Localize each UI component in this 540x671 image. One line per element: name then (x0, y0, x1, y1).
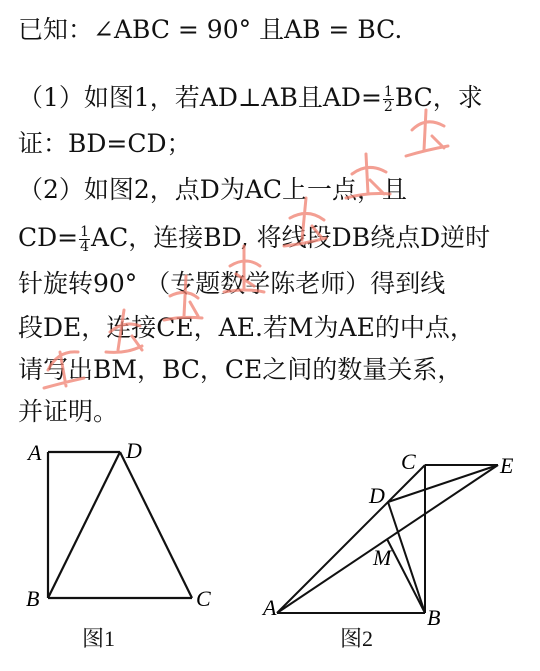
fraction-denominator: 4 (80, 239, 90, 255)
point-label-B: B (26, 586, 40, 610)
point-label-D: D (369, 483, 385, 508)
point-label-A: A (28, 440, 42, 465)
part2-text-a: CD= (18, 223, 79, 252)
given-line: 已知：∠ABC = 90° 且AB = BC. (18, 15, 403, 44)
figure-1 (20, 440, 230, 610)
part2-text-b: AC，连接BD, 将线段DB绕点D逆时 (91, 223, 491, 252)
fraction-numerator: 1 (80, 224, 90, 240)
point-label-M: M (373, 545, 392, 570)
fraction-one-quarter (79, 225, 90, 254)
segment-DC (120, 452, 192, 598)
part2-line6: 并证明。 (18, 397, 119, 426)
fraction-one-half (383, 85, 394, 114)
part2-line1: （2）如图2，点D为AC上一点，且 (18, 175, 408, 204)
figure-1-caption: 图1 (82, 626, 116, 651)
figure-2 (255, 445, 540, 635)
point-label-B: B (427, 605, 441, 630)
segment-AC (277, 465, 425, 613)
part2-line3: 针旋转90° （专题数学陈老师）得到线 (18, 269, 446, 298)
part1-text-a: （1）如图1，若AD⊥AB且AD= (18, 83, 382, 112)
part1-text-b: BC，求 (394, 83, 483, 112)
part2-line2 (18, 222, 490, 254)
fraction-denominator: 2 (383, 99, 393, 115)
part1-line1 (18, 82, 483, 114)
point-label-E: E (500, 453, 514, 478)
point-label-A: A (263, 595, 277, 620)
segment-MB (387, 539, 425, 613)
part2-line4: 段DE，连接CE，AE.若M为AE的中点， (18, 313, 475, 342)
figure-2-caption: 图2 (340, 626, 374, 651)
part2-line5: 请写出BM，BC，CE之间的数量关系， (18, 355, 463, 384)
part1-line2: 证：BD=CD； (18, 129, 192, 158)
fraction-numerator: 1 (383, 84, 393, 100)
point-label-D: D (126, 440, 142, 463)
segment-BD (48, 452, 120, 598)
point-label-C: C (401, 449, 416, 474)
point-label-C: C (196, 586, 211, 610)
